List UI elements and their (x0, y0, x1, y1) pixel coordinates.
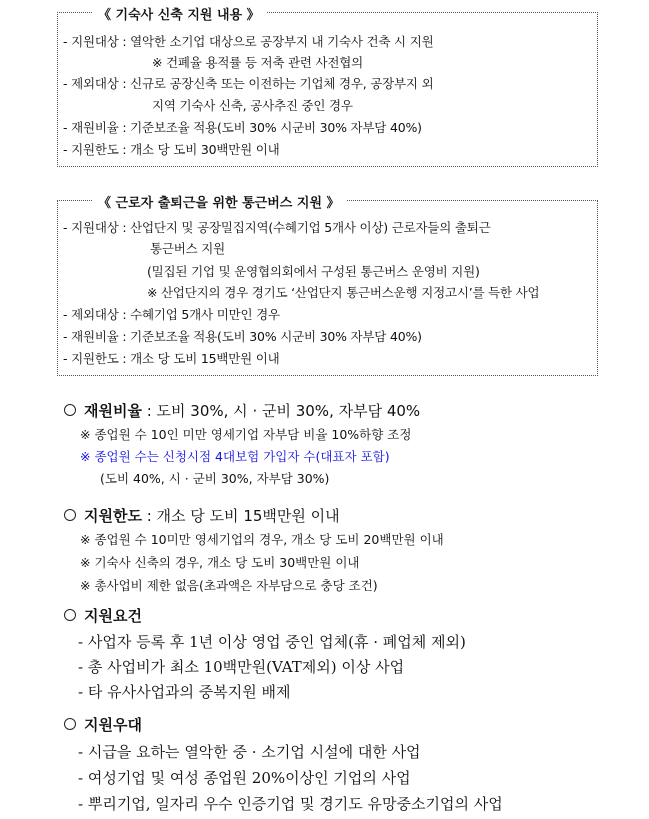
note: (도비 40%, 시 · 군비 30%, 자부담 30%) (100, 471, 330, 486)
note-highlighted: ※ 종업원 수는 신청시점 4대보험 가입자 수(대표자 포함) (80, 449, 390, 464)
box2-line: 통근버스 지원 (150, 241, 226, 256)
list-item: - 시급을 요하는 열악한 중 · 소기업 시설에 대한 사업 (78, 743, 421, 761)
preference-heading (64, 714, 142, 735)
requirements-heading (64, 605, 142, 626)
note: ※ 총사업비 제한 없음(초과액은 자부담으로 충당 조건) (80, 578, 378, 593)
note: ※ 기숙사 신축의 경우, 개소 당 도비 30백만원 이내 (80, 555, 360, 570)
box1-line: 지역 기숙사 신축, 공사추진 중인 경우 (152, 98, 353, 113)
box2-line: ※ 산업단지의 경우 경기도 ‘산업단지 통근버스운행 지정고시’를 득한 사업 (147, 285, 540, 300)
circle-bullet-icon (64, 404, 76, 416)
box2-line: - 지원대상 : 산업단지 및 공장밀집지역(수혜기업 5개사 이상) 근로자들의 출퇴근 (63, 220, 491, 235)
heading-label: 재원비율 (84, 402, 142, 420)
note: ※ 종업원 수 10인 미만 영세기업 자부담 비율 10%하향 조정 (80, 427, 412, 442)
heading-label: 지원한도 (84, 507, 142, 525)
circle-bullet-icon (64, 609, 76, 621)
box1-line: - 지원한도 : 개소 당 도비 30백만원 이내 (63, 142, 280, 157)
box1-line: - 재원비율 : 기준보조율 적용(도비 30% 시군비 30% 자부담 40%) (63, 120, 422, 135)
list-item: - 타 유사사업과의 중복지원 배제 (78, 683, 291, 701)
circle-bullet-icon (64, 718, 76, 730)
heading-label: 지원요건 (84, 607, 142, 625)
dormitory-box-title: 《 기숙사 신축 지원 내용 》 (92, 4, 266, 23)
box2-line: (밀집된 기업 및 운영협의회에서 구성된 통근버스 운영비 지원) (147, 264, 480, 279)
box2-line: - 제외대상 : 수혜기업 5개사 미만인 경우 (63, 307, 280, 322)
list-item: - 사업자 등록 후 1년 이상 영업 중인 업체(휴 · 폐업체 제외) (78, 633, 466, 651)
limit-heading (64, 505, 340, 526)
list-item: - 총 사업비가 최소 10백만원(VAT제외) 이상 사업 (78, 658, 405, 676)
heading-label: 지원우대 (84, 716, 142, 734)
box2-line: - 재원비율 : 기준보조율 적용(도비 30% 시군비 30% 자부담 40%) (63, 329, 422, 344)
list-item: - 여성기업 및 여성 종업원 20%이상인 기업의 사업 (78, 769, 411, 787)
heading-value: : 도비 30%, 시 · 군비 30%, 자부담 40% (141, 402, 421, 420)
ratio-heading (64, 400, 420, 421)
list-item: - 뿌리기업, 일자리 우수 인증기업 및 경기도 유망중소기업의 사업 (78, 795, 503, 813)
note: ※ 종업원 수 10미만 영세기업의 경우, 개소 당 도비 20백만원 이내 (80, 532, 444, 547)
circle-bullet-icon (64, 509, 76, 521)
heading-value: : 개소 당 도비 15백만원 이내 (141, 507, 340, 525)
box1-line: - 제외대상 : 신규로 공장신축 또는 이전하는 기업체 경우, 공장부지 외 (63, 76, 434, 91)
box1-line: ※ 건폐율 용적률 등 저축 관련 사전협의 (152, 55, 364, 70)
box1-line: - 지원대상 : 열악한 소기업 대상으로 공장부지 내 기숙사 건축 시 지원 (63, 34, 434, 49)
bus-box-title: 《 근로자 출퇴근을 위한 통근버스 지원 》 (92, 192, 346, 211)
box2-line: - 지원한도 : 개소 당 도비 15백만원 이내 (63, 351, 280, 366)
